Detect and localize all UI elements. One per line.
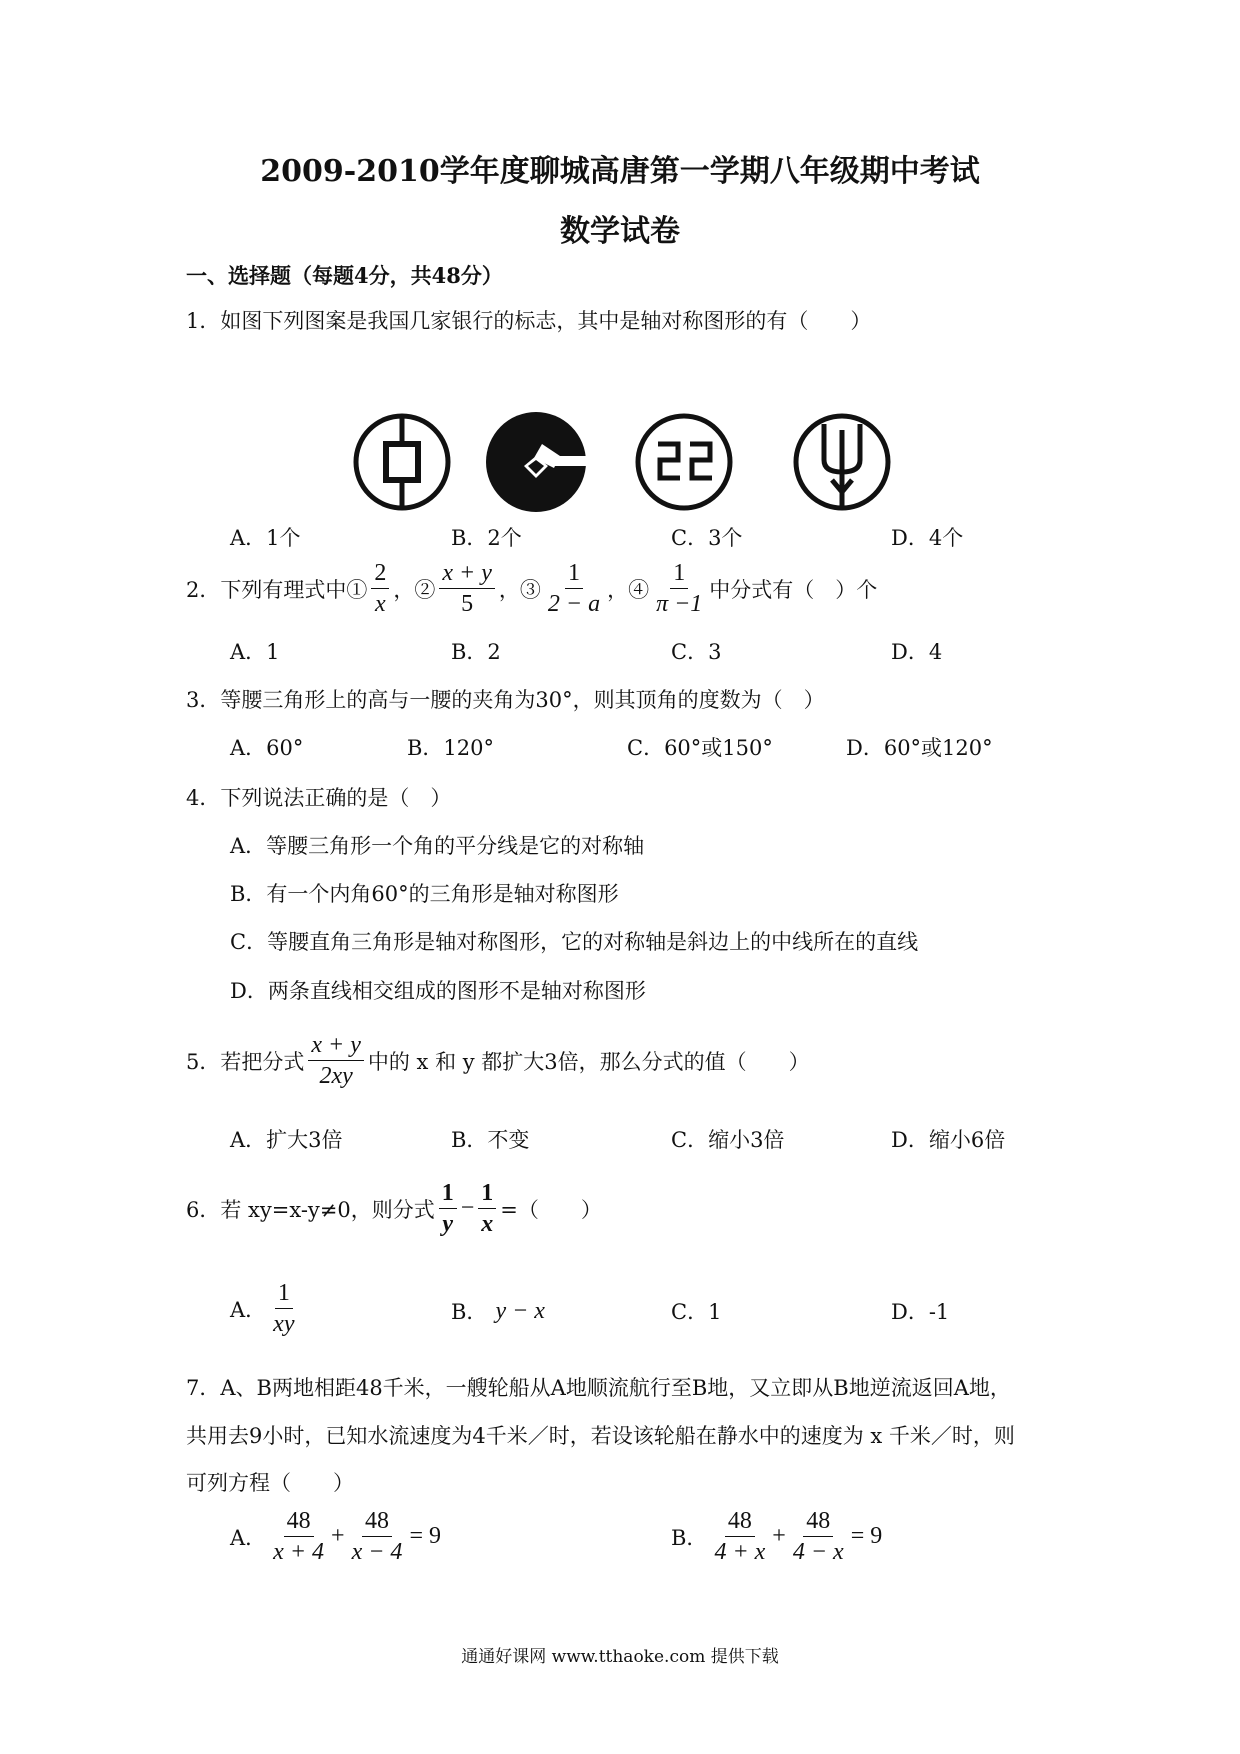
question-6-stem <box>186 1180 602 1238</box>
q7-b-fraction-2 <box>790 1508 847 1566</box>
q6-option-a-label: A． <box>230 1297 267 1322</box>
q5-prefix: 5．若把分式 <box>186 1049 305 1074</box>
q7-b-f2-denominator: 4 − x <box>792 1539 844 1566</box>
q7-option-b <box>671 1508 882 1566</box>
q7-b-f1-numerator: 48 <box>725 1508 755 1537</box>
q4-option-c: C．等腰直角三角形是轴对称图形，它的对称轴是斜边上的中线所在的直线 <box>230 930 919 954</box>
q7-option-b-label: B． <box>671 1525 708 1550</box>
question-2-stem <box>186 560 877 618</box>
q6-f2-numerator: 1 <box>478 1180 496 1209</box>
q3-option-c: C．60°或150° <box>627 736 773 760</box>
q2-f2-denominator: 5 <box>461 591 474 618</box>
q4-option-b: B．有一个内角60°的三角形是轴对称图形 <box>230 882 619 906</box>
q7-a-fraction-1 <box>270 1508 327 1566</box>
page-subtitle: 数学试卷 <box>560 214 680 249</box>
q6-a-denominator: xy <box>273 1311 295 1338</box>
q5-fraction <box>308 1032 364 1090</box>
q2-sep-3: ，③ <box>498 577 541 602</box>
q2-f1-denominator: x <box>375 591 386 618</box>
q2-option-a: A．1 <box>230 640 280 664</box>
q7-b-f1-denominator: 4 + x <box>714 1539 766 1566</box>
q6-f2-denominator: x <box>481 1211 494 1238</box>
q1-option-c: C．3个 <box>671 526 743 550</box>
q7-a-equals: = 9 <box>409 1523 441 1550</box>
q3-option-b: B．120° <box>407 736 495 760</box>
question-4-stem: 4．下列说法正确的是（ ） <box>186 786 452 810</box>
bank-logo-black-disc-icon <box>484 410 588 514</box>
q5-numerator: x + y <box>308 1032 364 1061</box>
q2-sep-4: ，④ <box>607 577 650 602</box>
q7-a-plus: + <box>331 1523 345 1550</box>
question-5-stem <box>186 1032 810 1090</box>
q6-fraction-1 <box>439 1180 457 1238</box>
q5-option-a: A．扩大3倍 <box>230 1128 343 1152</box>
question-7-line-3: 可列方程（ ） <box>186 1471 354 1495</box>
q6-option-b <box>451 1296 545 1326</box>
q6-suffix: =（ ） <box>500 1197 602 1222</box>
q6-option-b-label: B． <box>451 1300 488 1324</box>
q2-f1-numerator: 2 <box>371 560 389 589</box>
q2-f4-numerator: 1 <box>670 560 688 589</box>
q2-fraction-1 <box>371 560 389 618</box>
q7-a-fraction-2 <box>349 1508 406 1566</box>
question-7-line-1: 7．A、B两地相距48千米，一艘轮船从A地顺流航行至B地，又立即从B地逆流返回A地， <box>186 1376 1011 1400</box>
q2-option-c: C．3 <box>671 640 722 664</box>
q6-fraction-2 <box>478 1180 496 1238</box>
q6-prefix: 6．若 xy=x-y≠0，则分式 <box>186 1197 435 1222</box>
q2-option-d: D．4 <box>891 640 943 664</box>
q5-option-b: B．不变 <box>451 1128 530 1152</box>
q3-option-a: A．60° <box>230 736 304 760</box>
q1-option-a: A．1个 <box>230 526 301 550</box>
q2-f3-denominator: 2 − a <box>547 591 601 618</box>
q7-option-a-label: A． <box>230 1525 267 1550</box>
q5-option-c: C．缩小3倍 <box>671 1128 785 1152</box>
q6-f1-denominator: y <box>442 1211 454 1238</box>
footer-download-note: 通通好课网 www.tthaoke.com 提供下载 <box>461 1647 779 1667</box>
q5-denominator: 2xy <box>319 1063 353 1090</box>
q7-a-f2-numerator: 48 <box>362 1508 392 1537</box>
q6-f1-numerator: 1 <box>439 1180 457 1209</box>
q6-option-b-expr: y − x <box>495 1297 545 1324</box>
q6-option-a-fraction <box>270 1280 297 1338</box>
q2-fraction-3 <box>545 560 603 618</box>
q7-a-f1-denominator: x + 4 <box>273 1539 325 1566</box>
q1-option-d: D．4个 <box>891 526 964 550</box>
q2-option-b: B．2 <box>451 640 501 664</box>
q4-option-d: D．两条直线相交组成的图形不是轴对称图形 <box>230 979 646 1003</box>
bank-logo-trident-icon <box>790 410 894 514</box>
q7-b-f2-numerator: 48 <box>803 1508 833 1537</box>
q7-b-equals: = 9 <box>850 1523 883 1550</box>
q6-a-numerator: 1 <box>275 1280 293 1309</box>
q6-option-d: D．-1 <box>891 1300 950 1324</box>
q2-fraction-4 <box>653 560 705 618</box>
bank-logo-square-coin-icon <box>350 410 454 514</box>
q1-option-b: B．2个 <box>451 526 522 550</box>
q5-suffix: 中的 x 和 y 都扩大3倍，那么分式的值（ ） <box>367 1049 810 1074</box>
q2-sep-2: ，② <box>393 577 436 602</box>
q5-option-d: D．缩小6倍 <box>891 1128 1006 1152</box>
q2-suffix: 中分式有（ ）个 <box>709 577 878 602</box>
q2-f4-denominator: π −1 <box>656 591 703 618</box>
q7-option-a <box>230 1508 441 1566</box>
question-3-stem: 3．等腰三角形上的高与一腰的夹角为30°，则其顶角的度数为（ ） <box>186 688 825 712</box>
page-title: 2009-2010学年度聊城高唐第一学期八年级期中考试 <box>260 154 980 189</box>
q6-option-a <box>230 1280 301 1338</box>
q7-b-plus: + <box>772 1523 786 1550</box>
q7-a-f1-numerator: 48 <box>284 1508 314 1537</box>
q4-option-a: A．等腰三角形一个角的平分线是它的对称轴 <box>230 834 645 858</box>
question-7-line-2: 共用去9小时，已知水流速度为4千米／时，若设该轮船在静水中的速度为 x 千米／时，则 <box>186 1424 1015 1448</box>
q7-a-f2-denominator: x − 4 <box>351 1539 403 1566</box>
q2-fraction-2 <box>439 560 495 618</box>
q2-f3-numerator: 1 <box>565 560 583 589</box>
q2-f2-numerator: x + y <box>439 560 495 589</box>
question-1-stem: 1．如图下列图案是我国几家银行的标志，其中是轴对称图形的有（ ） <box>186 309 872 333</box>
section-heading: 一、选择题（每题4分，共48分） <box>186 263 503 288</box>
q3-option-d: D．60°或120° <box>846 736 993 760</box>
bank-logo-double-s-icon <box>632 410 736 514</box>
q2-prefix: 2．下列有理式中① <box>186 577 368 602</box>
q6-minus: − <box>460 1195 475 1222</box>
q6-option-c: C．1 <box>671 1300 722 1324</box>
q7-b-fraction-1 <box>711 1508 768 1566</box>
